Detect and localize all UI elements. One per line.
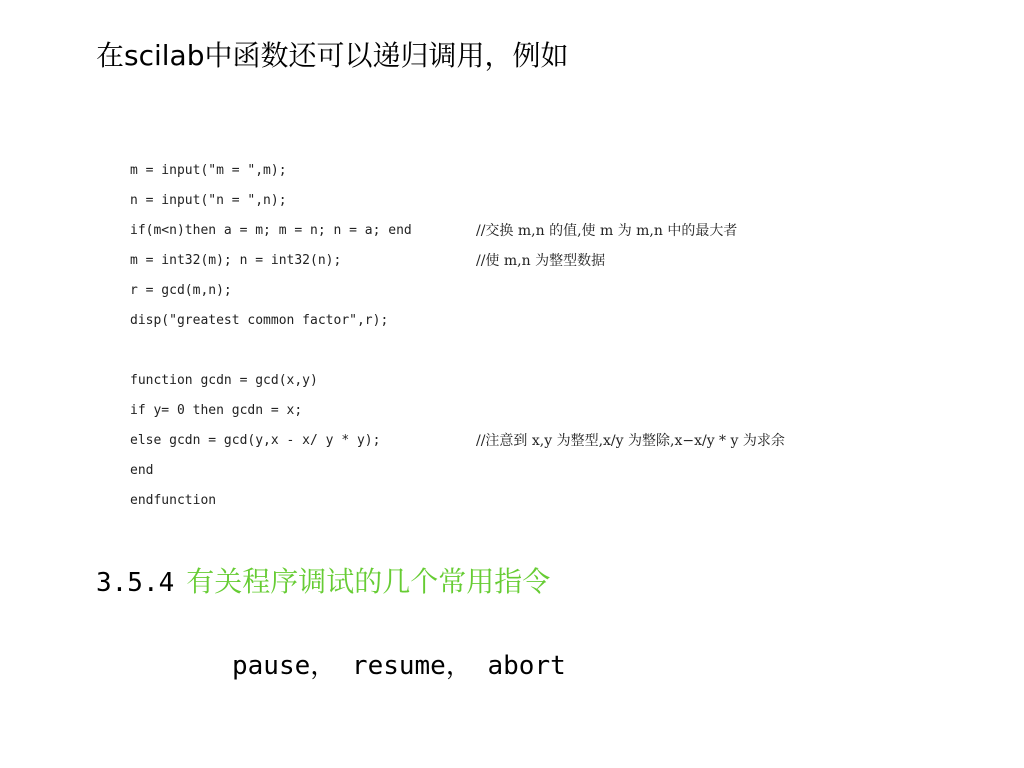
code-line	[130, 400, 930, 422]
code-statement: disp("greatest common factor",r);	[130, 313, 389, 328]
code-statement: if y= 0 then gcdn = x;	[130, 403, 303, 418]
code-line	[130, 280, 930, 302]
code-statement: n = input("n = ",n);	[130, 193, 287, 208]
code-line	[130, 430, 930, 452]
intro-text: 在scilab中函数还可以递归调用，例如	[96, 39, 569, 72]
section-heading	[96, 560, 550, 605]
code-comment: //交换 m,n 的值,使 m 为 m,n 中的最大者	[476, 223, 738, 239]
code-line	[130, 160, 930, 182]
code-statement: else gcdn = gcd(y,x - x/ y * y);	[130, 433, 381, 448]
code-statement: if(m<n)then a = m; m = n; n = a; end	[130, 223, 412, 238]
code-line	[130, 250, 930, 272]
section-title: 有关程序调试的几个常用指令	[186, 565, 551, 598]
code-line	[130, 460, 930, 482]
code-line	[130, 340, 930, 362]
section-number: 3.5.4	[96, 568, 175, 598]
code-statement: r = gcd(m,n);	[130, 283, 232, 298]
code-line	[130, 370, 930, 392]
code-statement: m = int32(m); n = int32(n);	[130, 253, 342, 268]
code-statement: m = input("m = ",m);	[130, 163, 287, 178]
code-statement: end	[130, 463, 154, 478]
code-figure	[130, 160, 930, 520]
code-statement: endfunction	[130, 493, 217, 508]
debug-commands: pause， resume， abort	[232, 651, 566, 681]
code-comment: //注意到 x,y 为整型,x/y 为整除,x−x/y * y 为求余	[476, 433, 785, 449]
code-line	[130, 190, 930, 212]
code-comment: //使 m,n 为整型数据	[476, 253, 606, 269]
code-line	[130, 490, 930, 512]
code-line	[130, 310, 930, 332]
code-line	[130, 220, 930, 242]
code-statement: function gcdn = gcd(x,y)	[130, 373, 318, 388]
